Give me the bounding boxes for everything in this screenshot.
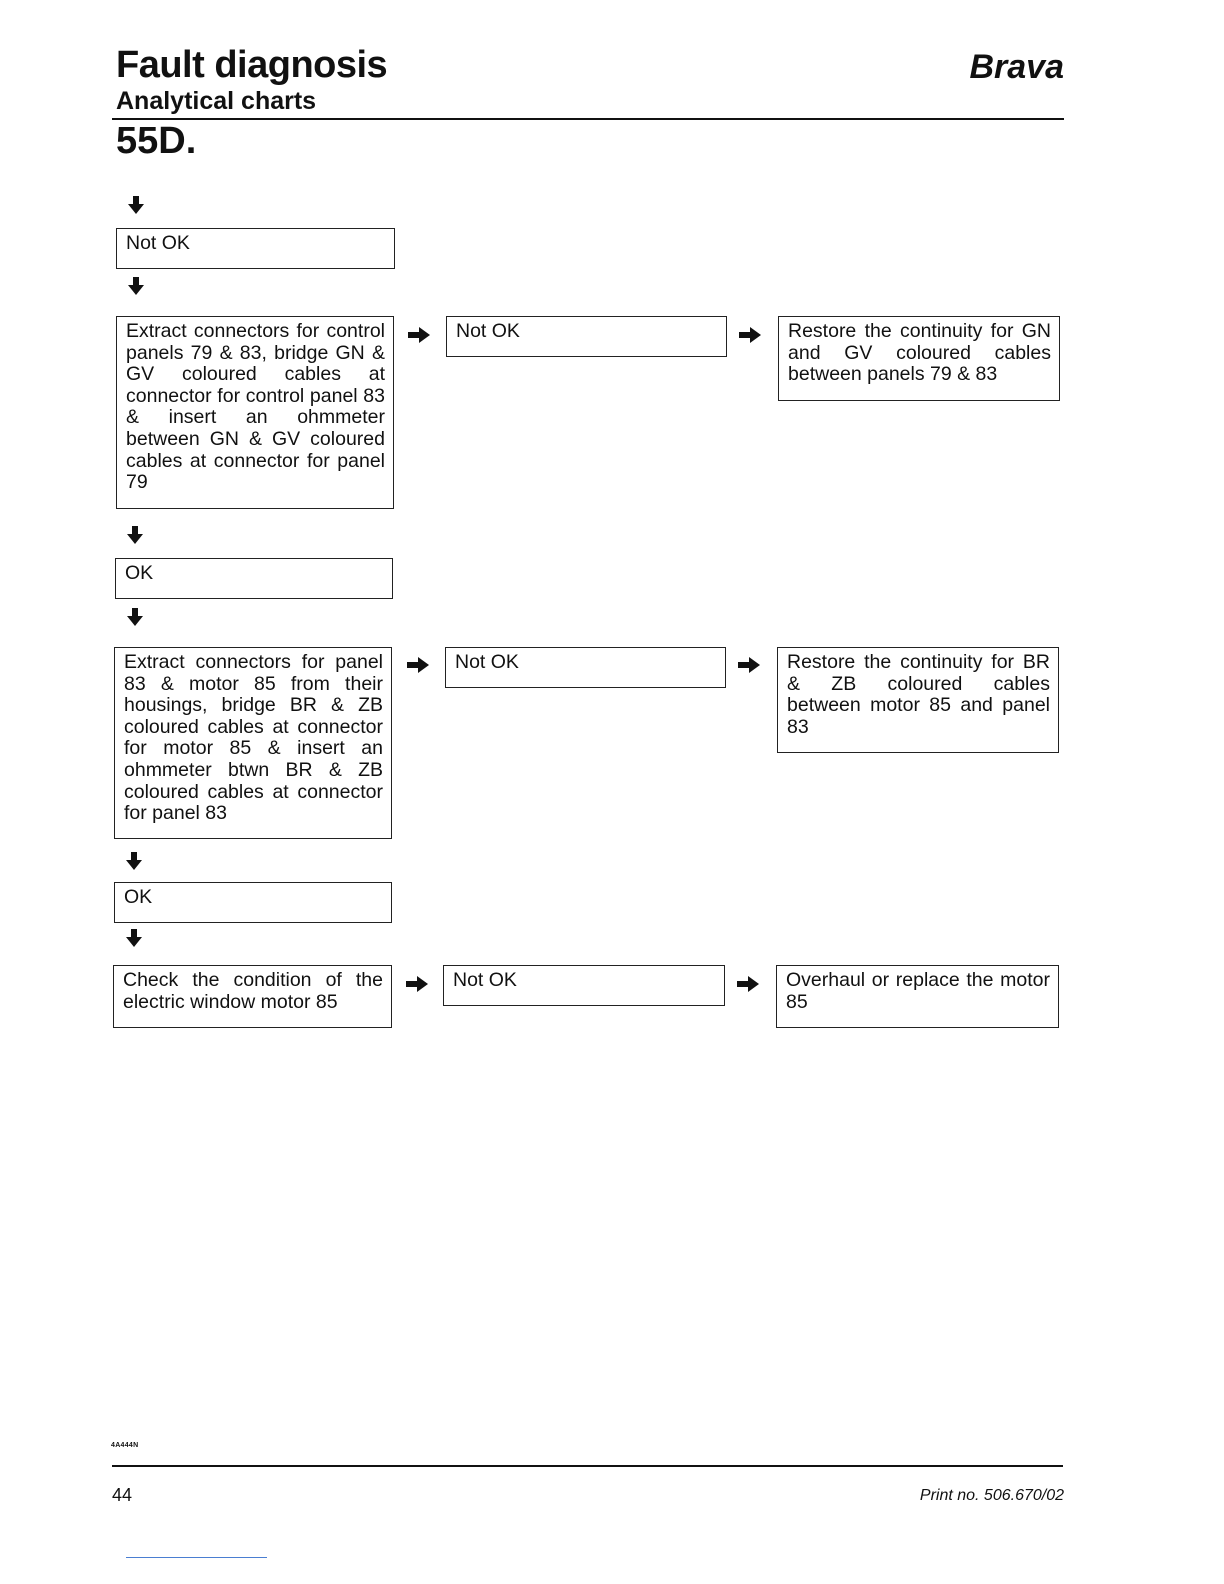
arrow-right-icon	[738, 325, 762, 345]
arrow-right-icon	[407, 325, 431, 345]
arrow-down-icon	[126, 195, 146, 215]
step-2-action-text: Restore the continuity for BR & ZB coloured cables between motor 85 and panel 83	[787, 651, 1050, 738]
step-3-result-label: Not OK	[453, 969, 517, 991]
document-code: 4A444N	[111, 1442, 139, 1449]
step-1-text: Extract connectors for control panels 79 & 83, bridge GN & GV coloured cables at connector for control panel 83 & insert an ohmmeter between GN & GV coloured cables at connector for panel 79	[126, 320, 385, 494]
step-3-result-box	[443, 965, 725, 1006]
print-number: Print no. 506.670/02	[919, 1487, 1064, 1504]
footer-divider	[112, 1465, 1063, 1467]
step-3-box	[113, 965, 392, 1028]
step-3-action-box	[776, 965, 1059, 1028]
arrow-right-icon	[736, 974, 760, 994]
arrow-right-icon	[406, 655, 430, 675]
step-1-result-label: Not OK	[456, 320, 520, 342]
step-1-action-box	[778, 316, 1060, 401]
page-number: 44	[112, 1485, 133, 1505]
arrow-down-icon	[124, 851, 144, 871]
decorative-underline	[126, 1557, 267, 1558]
section-number: 55D.	[116, 120, 197, 162]
step-1-action-text: Restore the continuity for GN and GV coloured cables between panels 79 & 83	[788, 320, 1051, 386]
status-label: OK	[124, 886, 153, 908]
status-ok-2	[114, 882, 392, 923]
status-not-ok-top	[116, 228, 395, 269]
header-divider	[112, 118, 1064, 120]
arrow-right-icon	[405, 974, 429, 994]
arrow-right-icon	[737, 655, 761, 675]
step-1-result-box	[446, 316, 727, 357]
step-1-box	[116, 316, 394, 509]
step-3-text: Check the condition of the electric window motor 85	[123, 969, 383, 1013]
arrow-down-icon	[124, 928, 144, 948]
step-2-action-box	[777, 647, 1059, 753]
step-2-box	[114, 647, 392, 839]
page-title: Fault diagnosis	[116, 44, 388, 86]
step-3-action-text: Overhaul or replace the motor 85	[786, 969, 1050, 1013]
arrow-down-icon	[126, 276, 146, 296]
arrow-down-icon	[125, 607, 145, 627]
arrow-down-icon	[125, 525, 145, 545]
page-subtitle: Analytical charts	[116, 87, 317, 115]
step-2-result-box	[445, 647, 726, 688]
status-ok-1	[115, 558, 393, 599]
status-label: Not OK	[126, 232, 190, 254]
status-label: OK	[125, 562, 154, 584]
brand-name: Brava	[969, 48, 1064, 86]
step-2-text: Extract connectors for panel 83 & motor 85 from their housings, bridge BR & ZB coloured cables at connector for motor 85 & insert an ohmmeter btwn BR & ZB coloured cables at connector for panel 83	[124, 651, 383, 825]
step-2-result-label: Not OK	[455, 651, 519, 673]
